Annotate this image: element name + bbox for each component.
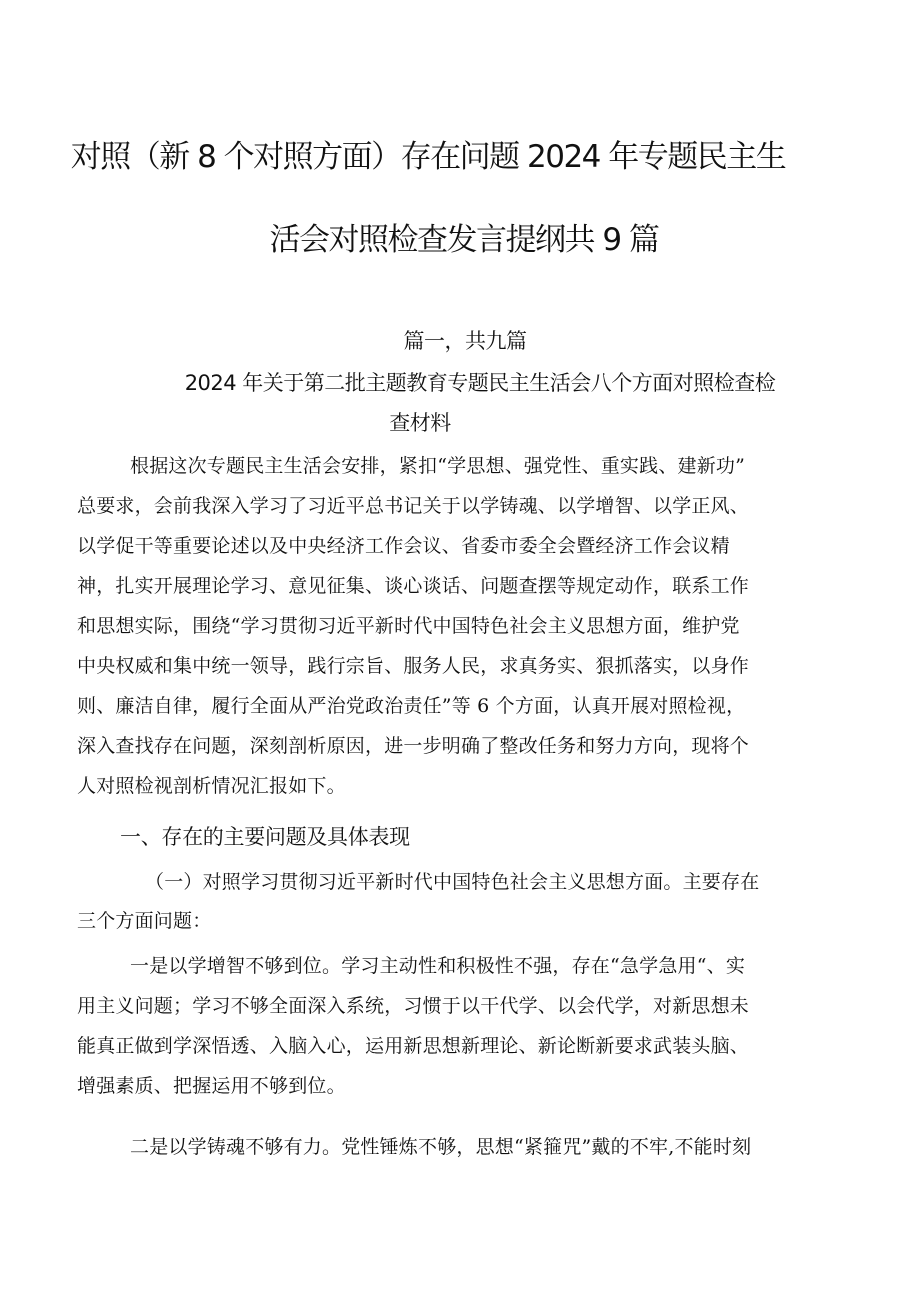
paragraph-line: 人对照检视剖析情况汇报如下。 [77,775,346,797]
article-title-line-1: 2024 年关于第二批主题教育专题民主生活会八个方面对照检查检 [184,371,776,395]
paragraph-line: （一）对照学习贯彻习近平新时代中国特色社会主义思想方面。主要存在 [145,871,760,893]
document-title-line-1: 对照（新 8 个对照方面）存在问题 2024 年专题民主生 [70,139,786,175]
paragraph-line: 用主义问题；学习不够全面深入系统，习惯于以干代学、以会代学，对新思想未 [77,995,750,1017]
paragraph-line: 深入查找存在问题，深刻剖析原因，进一步明确了整改任务和努力方向，现将个 [77,735,750,757]
paragraph-line: 神，扎实开展理论学习、意见征集、谈心谈话、问题查摆等规定动作，联系工作 [77,575,750,597]
paragraph-line: 总要求，会前我深入学习了习近平总书记关于以学铸魂、以学增智、以学正风、 [77,495,750,517]
paragraph-line: 一是以学增智不够到位。学习主动性和积极性不强，存在“急学急用“、实 [130,955,746,977]
paragraph-line: 根据这次专题民主生活会安排，紧扣“学思想、强党性、重实践、建新功” [130,455,746,477]
paragraph-line: 中央权威和集中统一领导，践行宗旨、服务人民，求真务实、狠抓落实，以身作 [77,655,750,677]
paragraph-line: 能真正做到学深悟透、入脑入心，运用新思想新理论、新论断新要求武装头脑、 [77,1035,750,1057]
section-heading: 一、存在的主要问题及具体表现 [120,825,410,849]
paragraph-line: 和思想实际，围绕“学习贯彻习近平新时代中国特色社会主义思想方面，维护党 [77,615,740,637]
document-title-line-2: 活会对照检查发言提纲共 9 篇 [269,222,659,258]
paragraph-line: 则、廉洁自律，履行全面从严治党政治责任”等 6 个方面，认真开展对照检视， [77,695,746,717]
chapter-label: 篇一，共九篇 [403,329,527,353]
article-title-line-2: 查材料 [389,411,451,435]
paragraph-line: 二是以学铸魂不够有力。党性锤炼不够，思想“紧箍咒”戴的不牢,不能时刻 [130,1136,752,1158]
paragraph-line: 增强素质、把握运用不够到位。 [77,1075,346,1097]
paragraph-line: 三个方面问题： [77,910,212,932]
paragraph-line: 以学促干等重要论述以及中央经济工作会议、省委市委全会暨经济工作会议精 [77,535,730,557]
